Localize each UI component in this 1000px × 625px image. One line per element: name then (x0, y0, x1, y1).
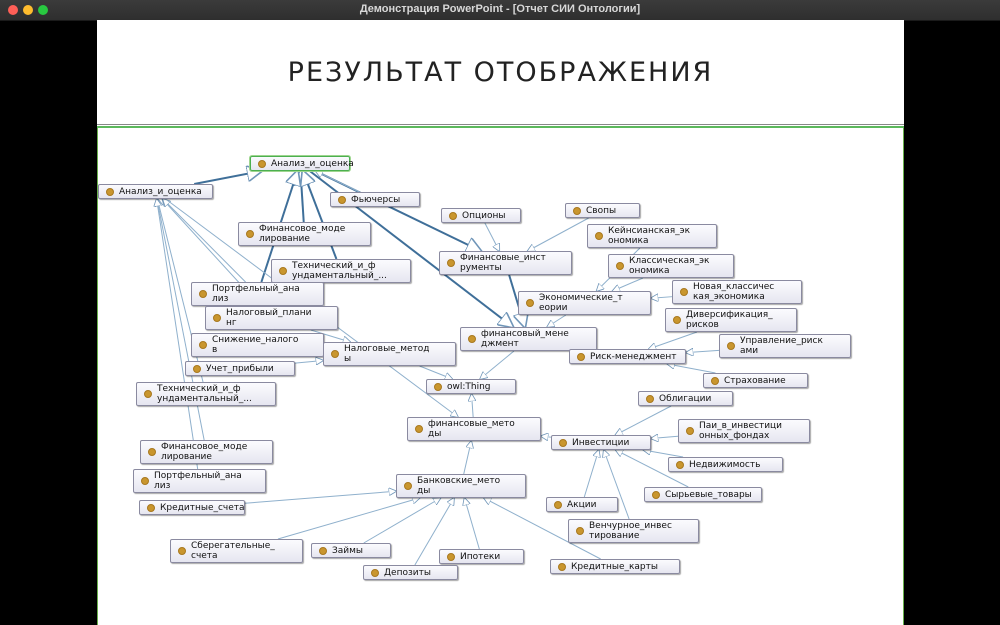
edge-fin-metody-to-owl (472, 394, 474, 417)
class-icon (616, 262, 624, 270)
class-icon (447, 553, 455, 561)
node-label: Фьючерсы (351, 194, 401, 205)
class-icon (577, 353, 585, 361)
node-portf-left[interactable] (133, 469, 266, 493)
node-label: Новая_классичес кая_экономика (693, 282, 775, 302)
node-label: Управление_риск ами (740, 336, 823, 356)
node-bank-metody[interactable] (396, 474, 526, 498)
class-icon (595, 232, 603, 240)
class-icon (559, 439, 567, 447)
edge-analiz-left-to-analiz-top (194, 171, 261, 184)
node-label: Облигации (659, 393, 712, 404)
node-label: Экономические_т еории (539, 293, 623, 313)
class-icon (415, 425, 423, 433)
class-icon (680, 288, 688, 296)
class-icon (554, 501, 562, 509)
slide (97, 20, 904, 625)
node-label: Технический_и_ф ундаментальный_... (157, 384, 252, 404)
edge-divers-to-risk-mgmt (649, 332, 697, 349)
class-icon (338, 196, 346, 204)
class-icon (449, 212, 457, 220)
class-icon (652, 491, 660, 499)
edge-fin-mgmt-to-owl (480, 351, 514, 379)
class-icon (193, 365, 201, 373)
node-label: Недвижимость (689, 459, 761, 470)
node-econ-theory[interactable] (518, 291, 651, 315)
node-label: Ипотеки (460, 551, 501, 562)
node-fin-instr[interactable] (439, 251, 572, 275)
title-divider (97, 124, 904, 125)
node-label: Диверсификация_ рисков (686, 310, 773, 330)
class-icon (141, 477, 149, 485)
node-label: Сберегательные_ счета (191, 541, 275, 561)
edge-bank-metody-to-fin-metody (464, 441, 472, 474)
node-label: Банковские_мето ды (417, 476, 501, 496)
node-obligacii[interactable] (638, 391, 733, 406)
class-icon (199, 341, 207, 349)
edge-akcii-to-invest (584, 450, 598, 497)
node-label: Кейнсианская_эк ономика (608, 226, 691, 246)
node-label: Финансовые_инст рументы (460, 253, 546, 273)
edge-opciony-to-fin-instr (485, 223, 499, 251)
class-icon (434, 383, 442, 391)
node-fin-model-top[interactable] (238, 222, 371, 246)
node-kredit-scheta[interactable] (139, 500, 245, 515)
node-depozity[interactable] (363, 565, 458, 580)
node-owl[interactable] (426, 379, 516, 394)
node-portf-top[interactable] (191, 282, 324, 306)
node-label: Налоговый_плани нг (226, 308, 312, 328)
edge-nalog-metody-to-owl (420, 366, 453, 379)
node-label: Опционы (462, 210, 506, 221)
edge-pai-to-invest (651, 436, 678, 438)
node-label: Учет_прибыли (206, 363, 274, 374)
node-label: финансовый_мене джмент (481, 329, 569, 349)
slide-title: РЕЗУЛЬТАТ ОТОБРАЖЕНИЯ (287, 57, 714, 88)
edge-fin-model-top-to-analiz-top (300, 171, 303, 222)
edge-strakh-to-risk-mgmt (668, 364, 716, 373)
edge-zaymy-to-bank-metody (364, 498, 441, 543)
node-classic[interactable] (608, 254, 734, 278)
node-label: Свопы (586, 205, 617, 216)
class-icon (371, 569, 379, 577)
node-invest[interactable] (551, 435, 651, 450)
node-opciony[interactable] (441, 208, 521, 223)
node-akcii[interactable] (546, 497, 618, 512)
node-label: Портфельный_ана лиз (154, 471, 242, 491)
node-syrie[interactable] (644, 487, 762, 502)
node-label: Акции (567, 499, 597, 510)
node-pai[interactable] (678, 419, 810, 443)
class-icon (199, 290, 207, 298)
edge-kredit-scheta-to-bank-metody (245, 491, 396, 503)
class-icon (573, 207, 581, 215)
node-fin-model-left[interactable] (140, 440, 273, 464)
node-label: Технический_и_ф ундаментальный_... (292, 261, 387, 281)
node-label: Займы (332, 545, 364, 556)
node-label: Кредитные_счета (160, 502, 245, 513)
node-zaymy[interactable] (311, 543, 391, 558)
edge-upr-risk-to-risk-mgmt (686, 350, 719, 352)
node-svopy[interactable] (565, 203, 640, 218)
node-label: Анализ_и_оценка (119, 186, 202, 197)
node-tech-left[interactable] (136, 382, 276, 406)
node-divers[interactable] (665, 308, 797, 332)
edge-ipoteki-to-bank-metody (464, 498, 479, 549)
node-label: Финансовое_моде лирование (161, 442, 248, 462)
node-kredit-karty[interactable] (550, 559, 680, 574)
class-icon (447, 259, 455, 267)
class-icon (404, 482, 412, 490)
node-label: Налоговые_метод ы (344, 344, 430, 364)
node-uchet[interactable] (185, 361, 295, 376)
node-label: Инвестиции (572, 437, 630, 448)
node-label: owl:Thing (447, 381, 491, 392)
class-icon (147, 504, 155, 512)
class-icon (526, 299, 534, 307)
node-label: Классическая_эк ономика (629, 256, 710, 276)
class-icon (676, 461, 684, 469)
edge-svopy-to-fin-instr (528, 218, 589, 251)
node-label: Портфельный_ана лиз (212, 284, 300, 304)
class-icon (148, 448, 156, 456)
node-snizh[interactable] (191, 333, 324, 357)
class-icon (727, 342, 735, 350)
node-keynes[interactable] (587, 224, 717, 248)
node-label: Риск-менеджмент (590, 351, 677, 362)
edge-invest-to-fin-metody (541, 436, 551, 437)
node-label: Страхование (724, 375, 786, 386)
node-nedvizh[interactable] (668, 457, 783, 472)
node-label: Снижение_налого в (212, 335, 299, 355)
node-analiz-top[interactable] (250, 156, 354, 171)
class-icon (213, 314, 221, 322)
node-label: Депозиты (384, 567, 431, 578)
node-venture[interactable] (568, 519, 699, 543)
node-tech-top[interactable] (271, 259, 411, 283)
class-icon (711, 377, 719, 385)
window-titlebar (0, 0, 1000, 21)
node-new-classic[interactable] (672, 280, 802, 304)
node-ipoteki[interactable] (439, 549, 524, 564)
class-icon (468, 335, 476, 343)
ontology-graph[interactable] (97, 128, 904, 625)
class-icon (686, 427, 694, 435)
class-icon (558, 563, 566, 571)
class-icon (258, 160, 266, 168)
class-icon (106, 188, 114, 196)
edge-sberegat-to-bank-metody (278, 498, 420, 539)
node-label: Венчурное_инвес тирование (589, 521, 672, 541)
node-strakh[interactable] (703, 373, 808, 388)
class-icon (144, 390, 152, 398)
node-upr-risk[interactable] (719, 334, 851, 358)
class-icon (646, 395, 654, 403)
edge-obligacii-to-invest (615, 406, 671, 435)
class-icon (246, 230, 254, 238)
node-sberegat[interactable] (170, 539, 303, 563)
node-nalog-metody[interactable] (323, 342, 456, 366)
node-analiz-left[interactable] (98, 184, 213, 199)
edge-new-classic-to-econ-theory (651, 297, 672, 299)
class-icon (331, 350, 339, 358)
edge-classic-to-econ-theory (613, 278, 643, 291)
class-icon (279, 267, 287, 275)
node-label: Сырьевые_товары (665, 489, 752, 500)
node-label: финансовые_мето ды (428, 419, 515, 439)
node-fin-mgmt[interactable] (460, 327, 597, 351)
node-label: Анализ_и_оценка (271, 158, 354, 169)
node-fin-metody[interactable] (407, 417, 541, 441)
class-icon (178, 547, 186, 555)
node-label: Финансовое_моде лирование (259, 224, 346, 244)
node-nalog-plan[interactable] (205, 306, 338, 330)
node-label: Паи_в_инвестици онных_фондах (699, 421, 783, 441)
node-label: Кредитные_карты (571, 561, 658, 572)
edge-econ-theory-to-fin-mgmt (547, 315, 566, 327)
window-title: Демонстрация PowerPoint - [Отчет СИИ Онтологии] (359, 3, 641, 15)
node-risk-mgmt[interactable] (569, 349, 686, 364)
edge-uchet-to-nalog-metody (295, 360, 323, 363)
class-icon (319, 547, 327, 555)
node-futures[interactable] (330, 192, 420, 207)
edge-nedvizh-to-invest (643, 450, 683, 457)
class-icon (576, 527, 584, 535)
class-icon (673, 316, 681, 324)
